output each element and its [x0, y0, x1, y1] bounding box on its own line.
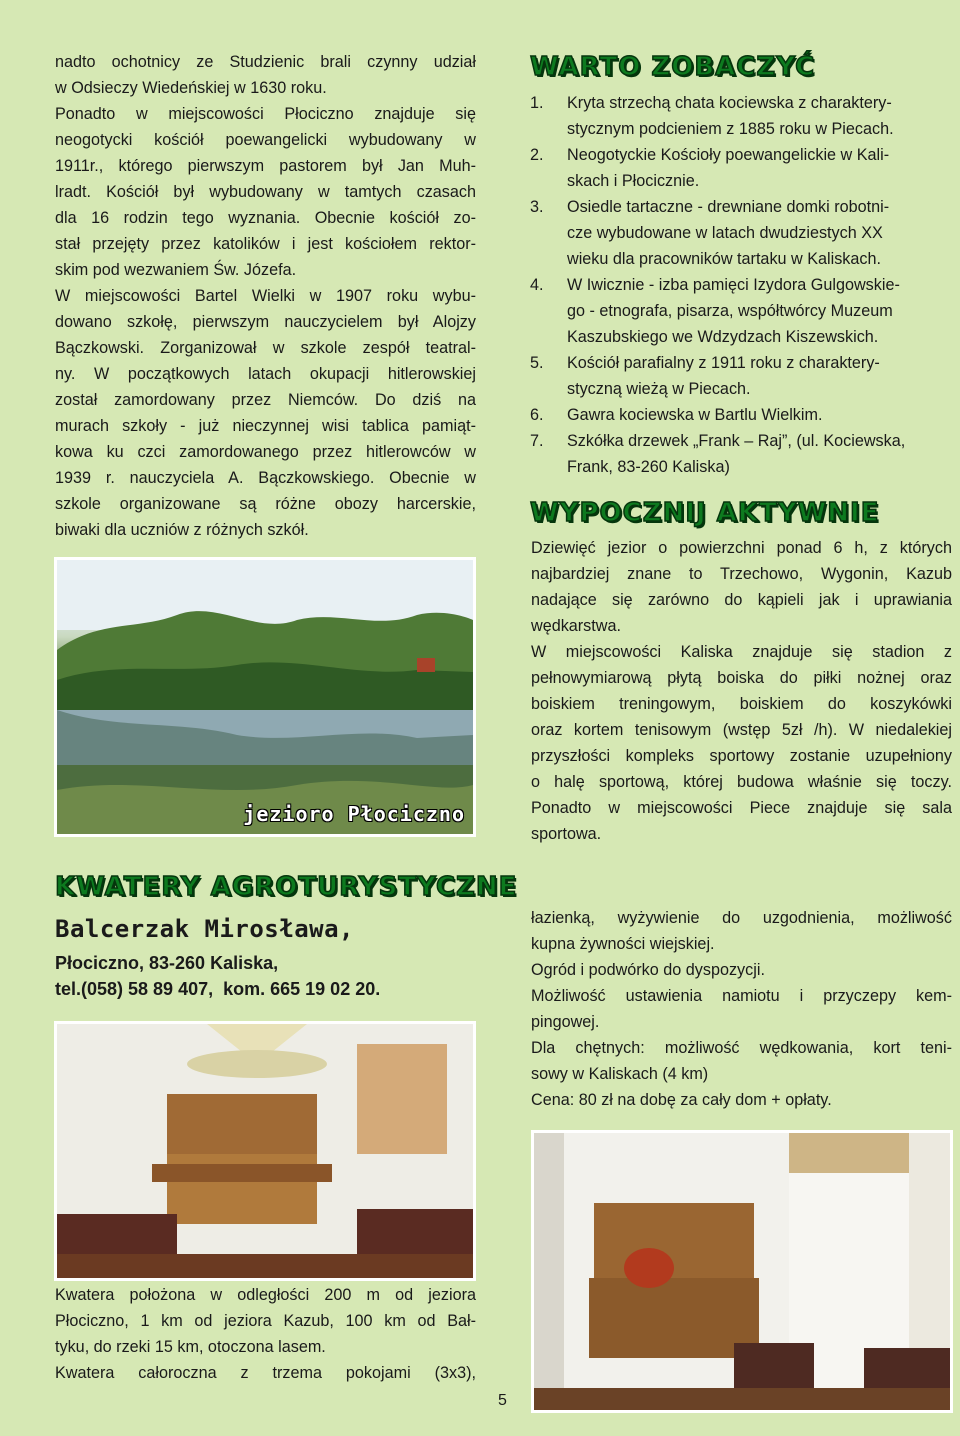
history-line: nadto ochotnicy ze Studzienic brali czynny udział: [55, 53, 476, 71]
history-line: kowa ku czci zamordowanego przez hitlerowców w: [55, 443, 476, 461]
wypocznij-line: pełnowymiarową płytą boiska do piłki nożnej oraz: [531, 669, 952, 687]
history-line: neogotycki kościół poewangelicki wybudowany w: [55, 131, 476, 149]
interior-bar-illustration: [57, 1024, 473, 1278]
kwatery-heading: KWATERY AGROTURYSTYCZNE: [55, 872, 518, 902]
warto-list: [530, 90, 952, 480]
history-line: w Odsieczy Wiedeńskiej w 1630 roku.: [55, 79, 327, 97]
kwatery-bottom-line: Płociczno, 1 km od jeziora Kazub, 100 km od Bał-: [55, 1312, 476, 1330]
list-item: 6. Gawra kociewska w Bartlu Wielkim.: [530, 406, 823, 424]
lake-photo-illustration: [57, 560, 473, 834]
wypocznij-line: wędkarstwa.: [531, 617, 621, 635]
history-line: skim pod wezwaniem Św. Józefa.: [55, 261, 297, 279]
kwatery-right-text: [531, 905, 952, 1113]
kwatery-line: Ogród i podwórko do dyspozycji.: [531, 961, 765, 979]
list-item: 1. Kryta strzechą chata kociewska z charaktery- stycznym podcieniem z 1885 roku w Piecach.: [530, 94, 894, 138]
lake-photo-caption: jezioro Płociczno: [243, 802, 465, 826]
wypocznij-text: [531, 535, 952, 847]
wypocznij-line: W miejscowości Kaliska znajduje się stadion z: [531, 643, 952, 661]
history-line: Bączkowski. Zorganizował w szkole zespół teatral-: [55, 339, 476, 357]
list-item: 5. Kościół parafialny z 1911 roku z charaktery- styczną wieżą w Piecach.: [530, 354, 880, 398]
history-line: Ponadto w miejscowości Płociczno znajduje się: [55, 105, 476, 123]
list-item: 2. Neogotyckie Kościoły poewangelickie w Kali- skach i Płocicznie.: [530, 146, 890, 190]
history-text: [55, 49, 476, 543]
kwatery-line: sowy w Kaliskach (4 km): [531, 1065, 709, 1083]
interior-stove-illustration: [534, 1133, 950, 1410]
warto-heading: WARTO ZOBACZYĆ: [530, 52, 816, 82]
wypocznij-heading: WYPOCZNIJ AKTYWNIE: [530, 498, 880, 528]
kwatery-line: kupna żywności wiejskiej.: [531, 935, 715, 953]
history-line: stał przejęty przez katolików i jest kościołem rektor-: [55, 235, 476, 253]
kwatery-bottom-line: Kwatera całoroczna z trzema pokojami (3x3),: [55, 1364, 476, 1382]
history-line: dowano szkołę, pierwszym nauczycielem był Alojzy: [55, 313, 476, 331]
kwatery-line: łazienką, wyżywienie do uzgodnienia, możliwość: [531, 909, 952, 927]
kwatery-bottom-line: Kwatera położona w odległości 200 m od jeziora: [55, 1286, 476, 1304]
history-line: W miejscowości Bartel Wielki w 1907 roku wybu-: [55, 287, 476, 305]
kwatery-line: pingowej.: [531, 1013, 600, 1031]
kwatery-bottom-line: tyku, do rzeki 15 km, otoczona lasem.: [55, 1338, 326, 1356]
kwatery-line: Cena: 80 zł na dobę za cały dom + opłaty.: [531, 1091, 832, 1109]
kwatery-line: Możliwość ustawienia namiotu i przyczepy kem-: [531, 987, 952, 1005]
list-item: 3. Osiedle tartaczne - drewniane domki robotni- cze wybudowane w latach dwudziestych XX wieku dla pracowników tartaku w Kaliskach.: [530, 198, 890, 268]
list-item: 4. W Iwicznie - izba pamięci Izydora Gulgowskie- go - etnografa, pisarza, współtwórcy Muzeum Kaszubskiego we Wdzydzach Kiszewskich.: [530, 276, 900, 346]
page-number: 5: [498, 1392, 507, 1409]
owner-name: Balcerzak Mirosława,: [55, 915, 354, 943]
kwatery-line: Dla chętnych: możliwość wędkowania, kort teni-: [531, 1039, 952, 1057]
wypocznij-line: nadające się zarówno do kąpieli jak i uprawiania: [531, 591, 952, 609]
history-line: 1911r., którego pierwszym pastorem był Jan Muh-: [55, 157, 476, 175]
history-line: został zamordowany przez Niemców. Do dziś na: [55, 391, 476, 409]
owner-phone: tel.(058) 58 89 407, kom. 665 19 02 20.: [55, 979, 381, 999]
wypocznij-line: boiskiem treningowym, boiskiem do koszykówki: [531, 695, 952, 713]
wypocznij-line: przyszłości kompleks sportowy zostanie uzupełniony: [531, 747, 952, 765]
lake-photo: [54, 557, 476, 837]
wypocznij-line: sportowa.: [531, 825, 602, 843]
list-item: 7. Szkółka drzewek „Frank – Raj”, (ul. Kociewska, Frank, 83-260 Kaliska): [530, 432, 906, 476]
kwatery-bottom-text: [55, 1282, 476, 1386]
history-line: dla 16 rodzin tego wyznania. Obecnie kościół zo-: [55, 209, 476, 227]
interior-bar-photo: [54, 1021, 476, 1281]
wypocznij-line: oraz kortem tenisowym (wstęp 5zł /h). W niedalekiej: [531, 721, 952, 739]
wypocznij-line: Dziewięć jezior o powierzchni ponad 6 h, z których: [531, 539, 952, 557]
interior-stove-photo: [531, 1130, 953, 1413]
history-line: murach szkoły - już nieczynnej wisi tablica pamiąt-: [55, 417, 476, 435]
history-line: lradt. Kościół był wybudowany w tamtych czasach: [55, 183, 476, 201]
history-line: szkole organizowane są różne obozy harcerskie,: [55, 495, 476, 513]
history-line: biwaki dla uczniów z różnych szkół.: [55, 521, 309, 539]
wypocznij-line: najbardziej znane to Trzechowo, Wygonin, Kazub: [531, 565, 952, 583]
history-line: 1939 r. nauczyciela A. Bączkowskiego. Obecnie w: [55, 469, 476, 487]
history-line: ny. W początkowych latach okupacji hitlerowskiej: [55, 365, 476, 383]
owner-address: Płociczno, 83-260 Kaliska,: [55, 953, 279, 973]
wypocznij-line: o halę sportową, której budowa właśnie się toczy.: [531, 773, 952, 791]
wypocznij-line: Ponadto w miejscowości Piece znajduje się sala: [531, 799, 952, 817]
